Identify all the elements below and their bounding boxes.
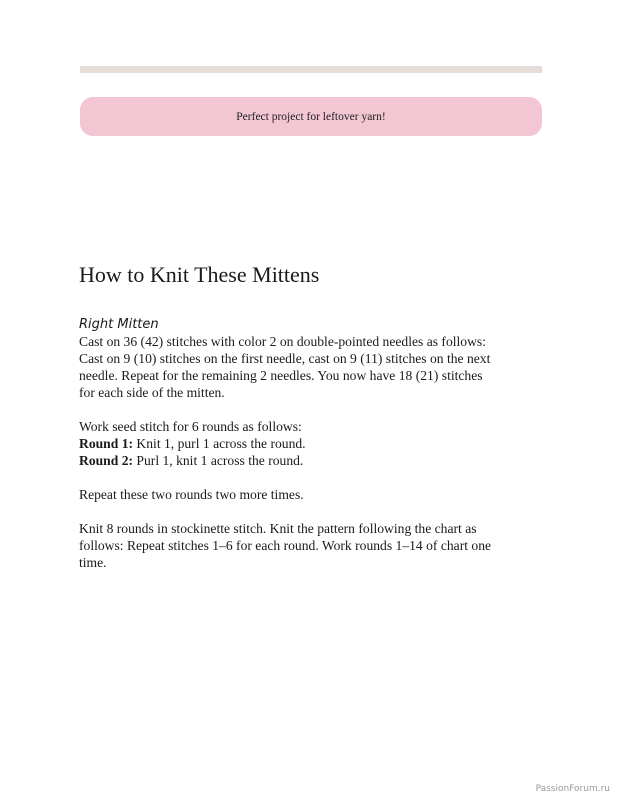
seed-stitch-intro: Work seed stitch for 6 rounds as follows: bbox=[79, 419, 302, 434]
chart-paragraph bbox=[79, 520, 549, 571]
top-divider bbox=[80, 66, 542, 73]
text-line: needle. Repeat for the remaining 2 needles. You now have 18 (21) stitches bbox=[79, 368, 483, 383]
round-1-line bbox=[79, 435, 549, 452]
watermark: PassionForum.ru bbox=[535, 784, 610, 794]
tip-callout bbox=[80, 97, 542, 136]
text-line: Cast on 9 (10) stitches on the first needle, cast on 9 (11) stitches on the next bbox=[79, 351, 491, 366]
text-line: for each side of the mitten. bbox=[79, 385, 225, 400]
round-1-text: Knit 1, purl 1 across the round. bbox=[133, 436, 306, 451]
round-1-label: Round 1: bbox=[79, 436, 134, 451]
seed-stitch-paragraph bbox=[79, 418, 549, 469]
text-line: Cast on 36 (42) stitches with color 2 on double-pointed needles as follows: bbox=[79, 334, 486, 349]
tip-text: Perfect project for leftover yarn! bbox=[236, 110, 386, 123]
page-title: How to Knit These Mittens bbox=[79, 262, 320, 287]
round-2-text: Purl 1, knit 1 across the round. bbox=[133, 453, 304, 468]
text-line: Knit 8 rounds in stockinette stitch. Knit the pattern following the chart as bbox=[79, 521, 477, 536]
section-title: Right Mitten bbox=[79, 317, 159, 332]
round-2-line bbox=[79, 452, 549, 469]
repeat-paragraph: Repeat these two rounds two more times. bbox=[79, 487, 304, 502]
cast-on-paragraph bbox=[79, 333, 549, 401]
round-2-label: Round 2: bbox=[79, 453, 134, 468]
instructions-body bbox=[79, 316, 549, 571]
text-line: time. bbox=[79, 555, 107, 570]
text-line: follows: Repeat stitches 1–6 for each round. Work rounds 1–14 of chart one bbox=[79, 538, 492, 553]
